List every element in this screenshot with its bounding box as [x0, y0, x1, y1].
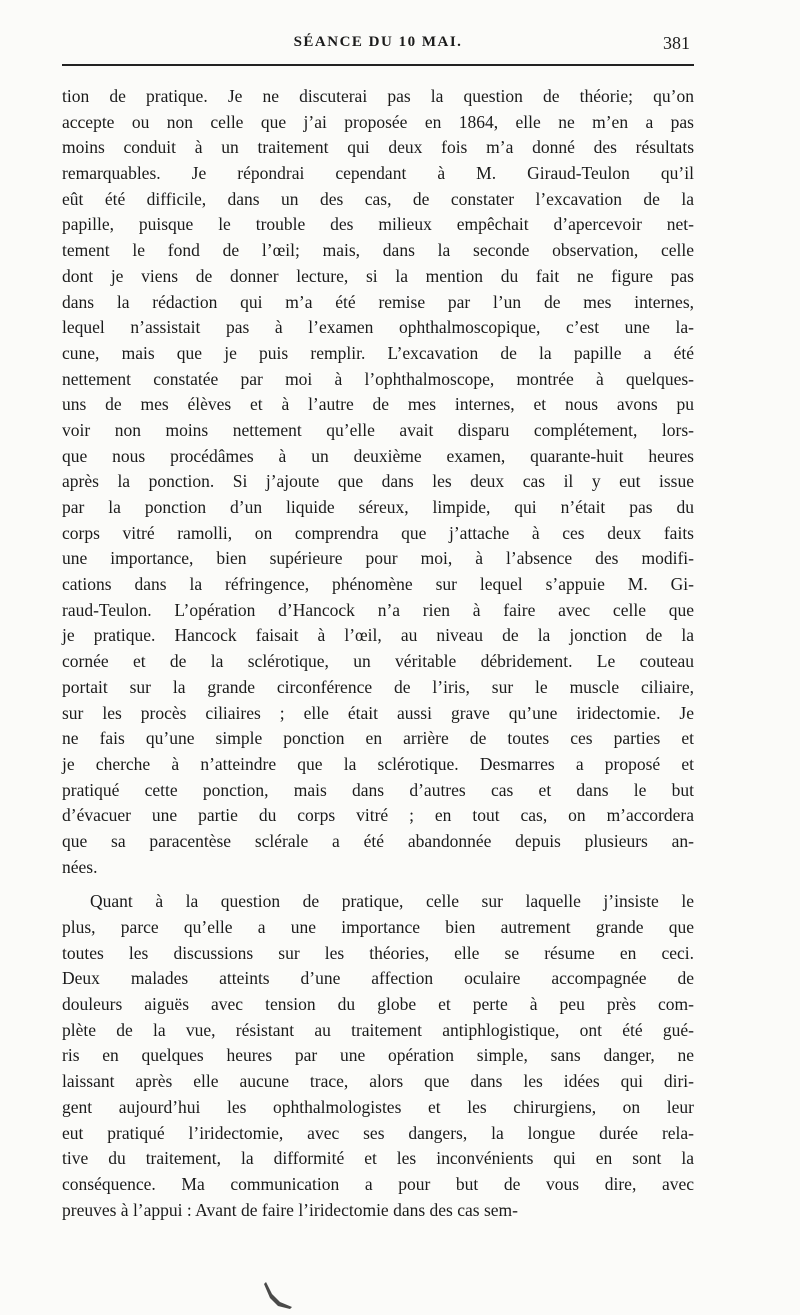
text-line: ne fais qu’une simple ponction en arrière de toutes ces parties et: [62, 728, 694, 749]
text-line: après la ponction. Si j’ajoute que dans les deux cas il y eut issue: [62, 471, 694, 492]
text-line: nettement constatée par moi à l’ophthalmoscope, montrée à quelques-: [62, 368, 694, 389]
text-line: douleurs aiguës avec tension du globe et perte à peu près com-: [62, 994, 694, 1015]
text-line: eut pratiqué l’iridectomie, avec ses dangers, la longue durée rela-: [62, 1122, 694, 1143]
text-line: ris en quelques heures par une opération simple, sans danger, ne: [62, 1045, 694, 1066]
text-line: toutes les discussions sur les théories, elle se résume en ceci.: [62, 942, 694, 963]
text-line: uns de mes élèves et à l’autre de mes internes, et nous avons pu: [62, 394, 694, 415]
text-line: je cherche à n’atteindre que la sclérotique. Desmarres a proposé et: [62, 753, 694, 774]
text-line: raud-Teulon. L’opération d’Hancock n’a rien à faire avec celle que: [62, 599, 694, 620]
text-line: tement le fond de l’œil; mais, dans la seconde observation, celle: [62, 240, 694, 261]
text-line: moins conduit à un traitement qui deux fois m’a donné des résultats: [62, 137, 694, 158]
text-line: que sa paracentèse sclérale a été abandonnée depuis plusieurs an-: [62, 830, 694, 851]
text-line: tion de pratique. Je ne discuterai pas la question de théorie; qu’on: [62, 86, 694, 106]
page-number: 381: [663, 33, 690, 53]
paragraph: [62, 889, 694, 1223]
running-title: SÉANCE DU 10 MAI.: [293, 34, 463, 50]
text-line: accepte ou non celle que j’ai proposée en 1864, elle ne m’en a pas: [62, 111, 694, 132]
text-line: portait sur la grande circonférence de l’iris, sur le muscle ciliaire,: [62, 676, 694, 697]
text-line: je pratique. Hancock faisait à l’œil, au niveau de la jonction de la: [62, 625, 694, 646]
text-line: lequel n’assistait pas à l’examen ophthalmoscopique, c’est une la-: [62, 317, 694, 338]
text-line: cune, mais que je puis remplir. L’excavation de la papille a été: [62, 342, 694, 363]
header-rule: [62, 64, 694, 66]
text-line: que nous procédâmes à un deuxième examen, quarante-huit heures: [62, 445, 694, 466]
text-line: cations dans la réfringence, phénomène sur lequel s’appuie M. Gi-: [62, 574, 694, 595]
text-line: remarquables. Je répondrai cependant à M. Giraud-Teulon qu’il: [62, 163, 694, 184]
ink-mark-icon: [262, 1280, 298, 1310]
text-line: corps vitré ramolli, on comprendra que j’attache à ces deux faits: [62, 522, 694, 543]
text-line: dans la rédaction qui m’a été remise par l’un de mes internes,: [62, 291, 694, 312]
text-line: preuves à l’appui : Avant de faire l’iridectomie dans des cas sem-: [62, 1199, 518, 1220]
text-line: sur les procès ciliaires ; elle était aussi grave qu’une iridectomie. Je: [62, 702, 694, 723]
text-line: conséquence. Ma communication a pour but de vous dire, avec: [62, 1173, 694, 1194]
text-line: plète de la vue, résistant au traitement antiphlogistique, ont été gué-: [62, 1019, 694, 1040]
text-line: tive du traitement, la difformité et les inconvénients qui en sont la: [62, 1148, 694, 1169]
text-line: laissant après elle aucune trace, alors que dans les idées qui diri-: [62, 1071, 694, 1092]
text-line: dont je viens de donner lecture, si la mention du fait ne figure pas: [62, 265, 694, 286]
text-line: cornée et de la sclérotique, un véritable débridement. Le couteau: [62, 651, 694, 672]
text-line: Quant à la question de pratique, celle sur laquelle j’insiste le: [90, 891, 694, 912]
page-header: [62, 34, 694, 56]
text-line: gent aujourd’hui les ophthalmologistes et les chirurgiens, on leur: [62, 1096, 694, 1117]
text-line: pratiqué cette ponction, mais dans d’autres cas et dans le but: [62, 779, 694, 800]
text-line: papille, puisque le trouble des milieux empêchait d’apercevoir net-: [62, 214, 694, 235]
text-line: nées.: [62, 856, 98, 877]
text-line: une importance, bien supérieure pour moi, à l’absence des modifi-: [62, 548, 694, 569]
text-line: voir non moins nettement qu’elle avait disparu complétement, lors-: [62, 419, 694, 440]
text-line: plus, parce qu’elle a une importance bien autrement grande que: [62, 917, 694, 937]
text-line: Deux malades atteints d’une affection oculaire accompagnée de: [62, 968, 694, 989]
text-line: par la ponction d’un liquide séreux, limpide, qui n’était pas du: [62, 497, 694, 517]
body-text: [62, 84, 694, 1223]
paragraph: [62, 84, 694, 880]
text-line: eût été difficile, dans un des cas, de constater l’excavation de la: [62, 188, 694, 209]
text-line: d’évacuer une partie du corps vitré ; en tout cas, on m’accordera: [62, 805, 694, 826]
